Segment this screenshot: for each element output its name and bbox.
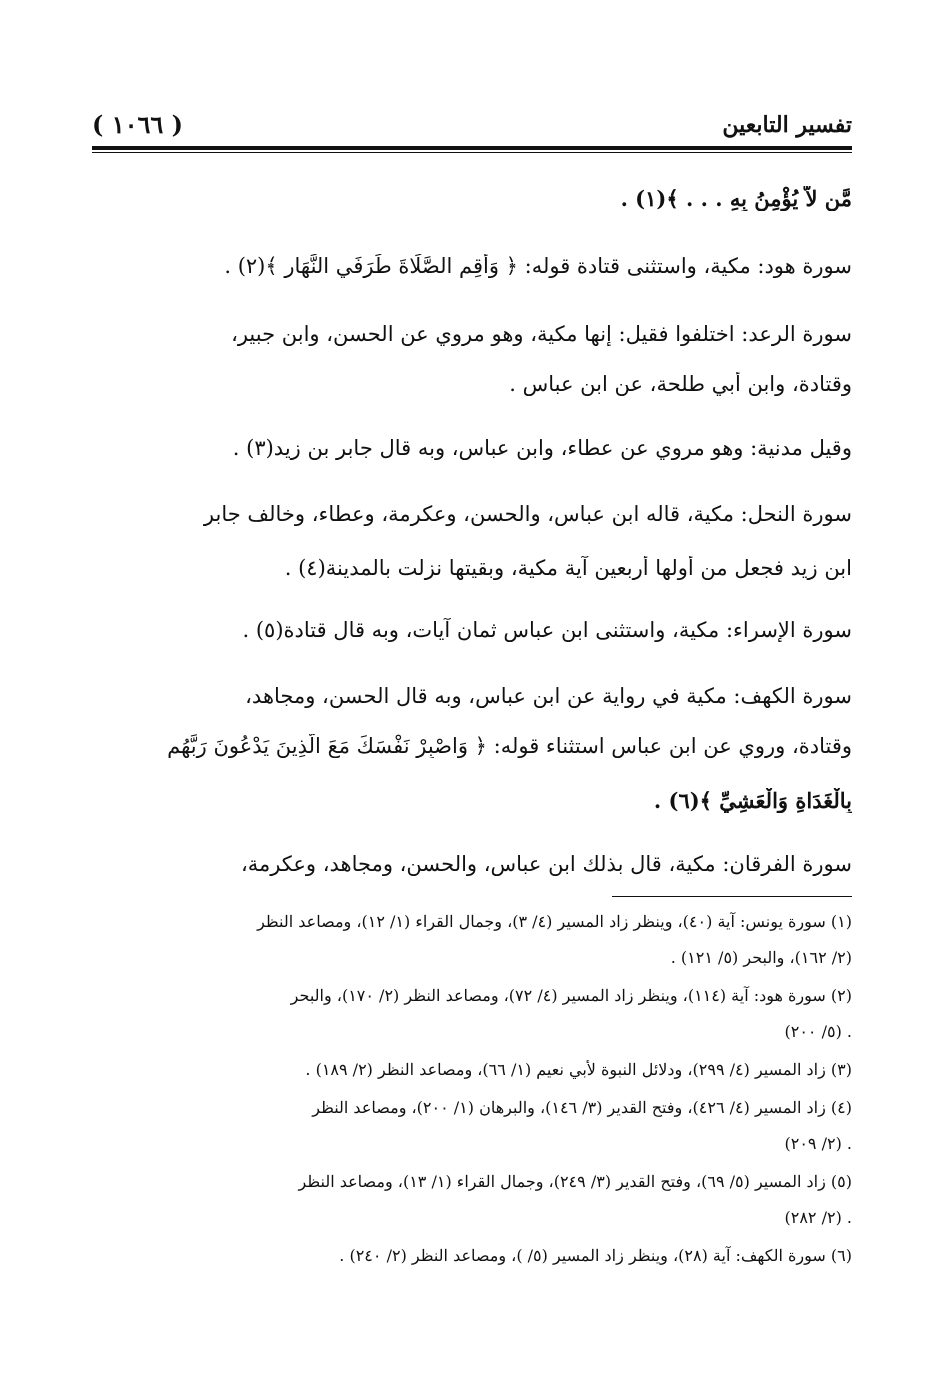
footnote-line-9: (٢/ ٢٨٢) . [784, 1208, 852, 1227]
footnote-line-1: (١) سورة يونس: آية (٤٠)، وينظر زاد المسير (٤/ ٣)، وجمال القراء (١/ ١٢)، ومصاعد النظر [257, 912, 852, 931]
page-number: ( ١٠٦٦ ) [92, 110, 183, 139]
body-line-9: سورة الكهف: مكية في رواية عن ابن عباس، وبه قال الحسن، ومجاهد، [245, 684, 852, 708]
body-line-4: وقتادة، وابن أبي طلحة، عن ابن عباس . [509, 372, 852, 396]
footnote-line-8: (٥) زاد المسير (٥/ ٦٩)، وفتح القدير (٣/ ٢٤٩)، وجمال القراء (١/ ١٣)، ومصاعد النظر [298, 1172, 852, 1191]
header-rule-thick [92, 146, 852, 150]
body-line-7: ابن زيد فجعل من أولها أربعين آية مكية، وبقيتها نزلت بالمدينة(٤) . [284, 556, 852, 580]
footnote-line-10: (٦) سورة الكهف: آية (٢٨)، وينظر زاد المسير (٥/ )، ومصاعد النظر (٢/ ٢٤٠) . [339, 1246, 852, 1265]
footnote-line-7: (٢/ ٢٠٩) . [784, 1134, 852, 1153]
body-line-6: سورة النحل: مكية، قاله ابن عباس، والحسن، وعكرمة، وعطاء، وخالف جابر [203, 502, 852, 526]
footnote-line-4: (٥/ ٢٠٠) . [784, 1022, 852, 1041]
body-line-2: سورة هود: مكية، واستثنى قتادة قوله: ﴿ وَأَقِمِ الصَّلَاةَ طَرَفَيِ النَّهَارِ ﴾(٢) . [224, 254, 852, 278]
body-line-12: سورة الفرقان: مكية، قال بذلك ابن عباس، والحسن، ومجاهد، وعكرمة، [240, 852, 852, 876]
footnote-line-2: (٢/ ١٦٢)، والبحر (٥/ ١٢١) . [670, 948, 852, 967]
page-header [92, 108, 852, 148]
book-title: تفسير التابعين [722, 112, 852, 138]
footnote-line-3: (٢) سورة هود: آية (١١٤)، وينظر زاد المسير (٤/ ٧٢)، ومصاعد النظر (٢/ ١٧٠)، والبحر [290, 986, 852, 1005]
footnote-line-5: (٣) زاد المسير (٤/ ٢٩٩)، ودلائل النبوة لأبي نعيم (١/ ٦٦)، ومصاعد النظر (٢/ ١٨٩) . [305, 1060, 852, 1079]
body-line-11: بِالْغَدَاةِ وَالْعَشِيِّ ﴾(٦) . [653, 788, 852, 813]
footnote-line-6: (٤) زاد المسير (٤/ ٤٢٦)، وفتح القدير (٣/ ١٤٦)، والبرهان (١/ ٢٠٠)، ومصاعد النظر [312, 1098, 852, 1117]
body-line-10: وقتادة، وروي عن ابن عباس استثناء قوله: ﴿ وَاصْبِرْ نَفْسَكَ مَعَ الَّذِينَ يَدْعُونَ رَبَّهُم [167, 734, 852, 758]
header-rule-thin [92, 152, 852, 153]
footnote-separator [612, 896, 852, 897]
body-line-3: سورة الرعد: اختلفوا فقيل: إنها مكية، وهو مروي عن الحسن، وابن جبير، [231, 322, 852, 346]
body-line-5: وقيل مدنية: وهو مروي عن عطاء، وابن عباس، وبه قال جابر بن زيد(٣) . [232, 436, 852, 460]
body-line-1: مَّن لاَّ يُؤْمِنُ بِهِ . . . ﴾(١) . [620, 186, 852, 211]
body-line-8: سورة الإسراء: مكية، واستثنى ابن عباس ثمان آيات، وبه قال قتادة(٥) . [242, 618, 852, 642]
